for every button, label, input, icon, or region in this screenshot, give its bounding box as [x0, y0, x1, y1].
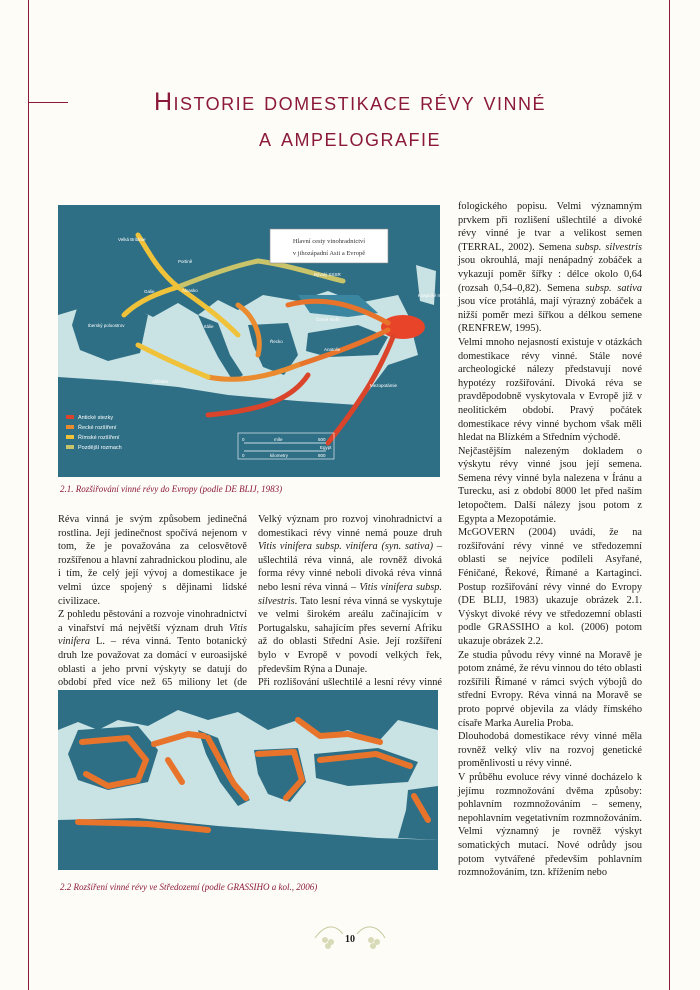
text-column-2	[258, 513, 442, 703]
scale-mile-max: 500	[318, 437, 326, 442]
map1-label-byvaly-sssr: Bývalý SSSR	[314, 272, 341, 277]
map1-box-line-2: v jihozápadní Asii a Evropě	[292, 250, 366, 257]
legend-swatch-0	[66, 415, 74, 419]
col3-paragraph-5: Ze studia původu révy vinné na Moravě je potom známé, že révu vinnou do této oblasti rozšířili Římané v rámci svých výbojů do střední Evropy. Réva vinná na Moravě se proto poprvé objevila za vlády římského císaře Marka Aurelia Proba.	[458, 649, 642, 729]
map1-label-kaspicke-more: Kaspické moře	[418, 293, 448, 298]
map1-label-cerne-more: Černé moře	[316, 317, 340, 322]
legend-item-1: Řecké rozšíření	[78, 425, 117, 431]
title-line-2: a ampelografie	[259, 124, 441, 152]
scale-km: kilometry	[270, 453, 289, 458]
caption-figure-2-1: 2.1. Rozšiřování vinné révy do Evropy (podle DE BLIJ, 1983)	[60, 484, 283, 494]
map1-label-alsasko: Alsasko	[182, 288, 198, 293]
map1-label-egypt: Egypt	[320, 445, 332, 450]
right-frame-rule	[669, 0, 670, 990]
map1-label-velka-britanie: Velká Británie	[118, 237, 146, 242]
map1-label-anatolie: Anatolie	[324, 347, 341, 352]
col2-paragraph-1: Velký význam pro rozvoj vinohradnictví a domestikaci révy vinné nemá pouze druh Vitis vinifera subsp. vinifera (syn. sativa) – ušlechtilá réva vinná, ale rovněž divoká forma révy vinné neboli divoká réva vinná nebo lesní réva vinná – Vitis vinifera subsp. silvestris. Tato lesní réva vinná se vyskytuje ve velmi širokém areálu začínajícím v Portugalsku, sahajícím přes severní Afriku až do oblasti Střední Asie. Její rozšíření bylo v Evropě v povodí velkých řek, především Rýna a Dunaje.	[258, 514, 442, 675]
map1-label-mezopotamie: Mezopotámie	[370, 383, 398, 388]
col3-paragraph-3: Nejčastějším nalezeným dokladem o výskytu révy vinné jsou její semena. Semena révy vinné byla nalezena v Íránu a Turecku, asi z období 8000 let před naším letopočtem. Další nálezy jsou potom z Egypta a Mezopotámie.	[458, 445, 642, 525]
map-vine-mediterranean	[58, 690, 438, 870]
page-title	[60, 84, 640, 156]
legend-item-3: Pozdější rozmach	[78, 445, 122, 451]
legend-swatch-2	[66, 435, 74, 439]
text-column-3	[458, 200, 642, 880]
map1-label-portine: Portině	[178, 259, 193, 264]
map1-label-galie: Galie	[144, 289, 155, 294]
map1-label-iberia: Iberský poloostrov	[88, 323, 125, 328]
scale-zero-1: 0	[242, 437, 245, 442]
map1-label-recko: Řecko	[270, 339, 283, 344]
scale-zero-2: 0	[242, 453, 245, 458]
map1-box-line-1: Hlavní cesty vinohradnictví	[292, 238, 366, 245]
caption-figure-2-2: 2.2 Rozšíření vinné révy ve Středozemí (podle GRASSIHO a kol., 2006)	[60, 882, 318, 892]
col1-paragraph-2: Z pohledu pěstování a rozvoje vinohradnictví a vinařství má největší význam druh Vitis vinifera L. – réva vinná. Tento botanický druh lze považovat za domácí v euroasijské oblasti a jeho první výskyty se datují do období před více než 65 miliony let (de	[58, 609, 247, 689]
legend-swatch-3	[66, 445, 74, 449]
col3-paragraph-2: Velmi mnoho nejasností existuje v otázkách domestikace révy vinné. Stále nové archeologické nálezy představují nové hypotézy rozšiřování. Divoká réva se pravděpodobně vyskytovala v Evropě již v neolitickém období. Pravý počátek domestikace révy vinné bychom však měli hledat na Blízkém a Středním východě.	[458, 336, 642, 444]
text-column-1	[58, 513, 247, 703]
col1-paragraph-1: Réva vinná je svým způsobem jedinečná rostlina. Její jedinečnost spočívá nejenom v tom, že je považována za celosvětově rozšířenou a hlavní zahradnickou plodinu, ale i tím, že celý její vývoj a domestikace je velmi úzce spojený s dějinami lidské civilizace.	[58, 514, 247, 607]
scale-km-max: 800	[318, 453, 326, 458]
map-vine-routes-europe	[58, 205, 448, 477]
col3-paragraph-6: Dlouhodobá domestikace révy vinné měla rovněž velký vliv na rozvoj genetické proměnlivosti u révy vinné.	[458, 731, 642, 770]
legend-swatch-1	[66, 425, 74, 429]
title-line-1: Historie domestikace révy vinné	[153, 88, 547, 116]
col3-paragraph-1: fologického popisu. Velmi významným prvkem při rozlišení ušlechtilé a divoké révy vinné je tvar a velikost semen (TERRAL, 2002). Semena subsp. silvestris jsou okrouhlá, mají nenápadný zobáček a vykazují poměr šířky : délce okolo 0,64 (rozsah 0,54–0,82). Semena subsp. sativa jsou více protáhlá, mají výrazný zobáček a nižší poměr mezi šířkou a délkou semene (RENFREW, 1995).	[458, 201, 642, 335]
col2-paragraph-2: Při rozlišování ušlechtilé a lesní révy vinné	[258, 677, 442, 689]
map1-label-italie: Itálie	[204, 324, 214, 329]
legend-item-0: Antické stezky	[78, 415, 114, 421]
map1-label-alzirsko: Alžírsko	[152, 379, 169, 384]
page-number: 10	[345, 934, 355, 945]
scale-mile: míle	[274, 437, 283, 442]
col3-paragraph-4: McGOVERN (2004) uvádí, že na rozšiřování révy vinné ve středozemní oblasti se nejvíce podíleli Asyřané, Féničané, Řekové, Římané a Kartaginci. Postup rozšiřování révy vinné do Evropy (DE BLIJ, 1983) ukazuje obrázek 2.1. Výskyt divoké révy ve středozemní oblasti podle GRASSIHO a kol. (2006) potom ukazuje obrázek 2.2.	[458, 527, 642, 647]
left-frame-rule	[28, 0, 29, 990]
legend-item-2: Římské rozšíření	[78, 435, 120, 441]
title-rule	[28, 102, 68, 103]
col3-paragraph-7: V průběhu evoluce révy vinné docházelo k jejímu rozmnožování dvěma způsoby: pohlavním rozmnožováním – semeny, nepohlavním vegetativním rozmnožováním. Velmi významný je rovněž výskyt somatických mutací. Nové odrůdy jsou potom vytvářené především pohlavním rozmnožováním, tzn. křížením nebo	[458, 771, 642, 879]
